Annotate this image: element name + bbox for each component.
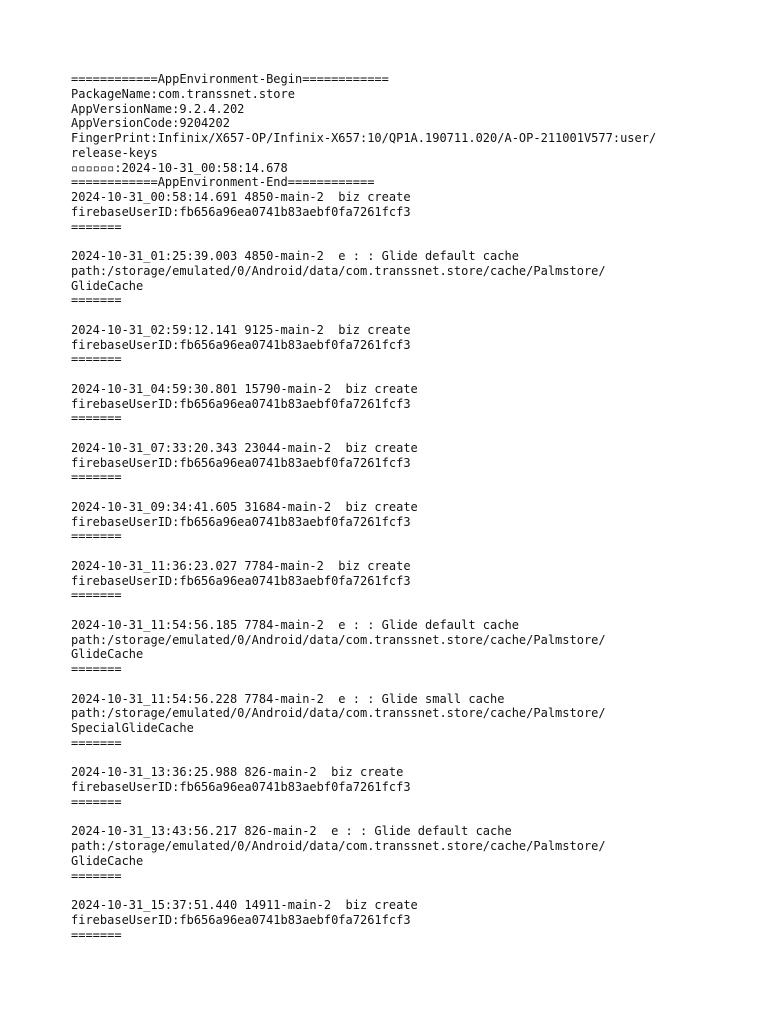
blank-line <box>71 234 751 249</box>
blank-line <box>71 308 751 323</box>
log-entry <box>71 618 751 677</box>
log-entry-separator: ======= <box>71 470 122 485</box>
log-entry-line: 2024-10-31_09:34:41.605 31684-main-2 biz create <box>71 499 418 514</box>
log-entry-separator: ======= <box>71 529 122 544</box>
log-entry-separator: ======= <box>71 868 122 883</box>
blank-line <box>71 751 751 766</box>
log-entry-line: firebaseUserID:fb656a96ea0741b83aebf0fa7261fcf3 <box>71 396 411 411</box>
log-entry <box>71 898 751 942</box>
log-entry-separator: ======= <box>71 293 122 308</box>
app-environment-block <box>71 72 751 190</box>
log-document <box>71 72 751 942</box>
log-entry-line: firebaseUserID:fb656a96ea0741b83aebf0fa7261fcf3 <box>71 337 411 352</box>
log-entry-line: 2024-10-31_15:37:51.440 14911-main-2 biz create <box>71 898 418 912</box>
log-entry-line: GlideCache <box>71 853 144 868</box>
fingerprint-line: FingerPrint:Infinix/X657-OP/Infinix-X657:10/QP1A.190711.020/A-OP-211001V577:user/ <box>71 131 657 145</box>
log-entry-separator: ======= <box>71 219 122 234</box>
blank-line <box>71 544 751 559</box>
environment-begin-marker: ============AppEnvironment-Begin============ <box>71 72 389 86</box>
log-entry-line: 2024-10-31_01:25:39.003 4850-main-2 e : : Glide default cache <box>71 249 519 263</box>
log-entry-line: firebaseUserID:fb656a96ea0741b83aebf0fa7261fcf3 <box>71 514 411 529</box>
log-entry <box>71 190 751 234</box>
environment-end-marker: ============AppEnvironment-End============ <box>71 175 375 190</box>
log-entry-line: SpecialGlideCache <box>71 721 194 735</box>
log-entry-line: GlideCache <box>71 647 144 662</box>
log-entry-line: path:/storage/emulated/0/Android/data/com.transsnet.store/cache/Palmstore/ <box>71 839 606 853</box>
log-entry-line: firebaseUserID:fb656a96ea0741b83aebf0fa7261fcf3 <box>71 912 411 927</box>
log-entry-line: firebaseUserID:fb656a96ea0741b83aebf0fa7261fcf3 <box>71 573 411 588</box>
environment-timestamp-line: ▫▫▫▫▫▫:2024-10-31_00:58:14.678 <box>71 160 288 175</box>
log-entry <box>71 441 751 485</box>
log-entry-line: firebaseUserID:fb656a96ea0741b83aebf0fa7261fcf3 <box>71 455 411 470</box>
log-entry-line: 2024-10-31_11:54:56.185 7784-main-2 e : : Glide default cache <box>71 617 519 632</box>
blank-line <box>71 677 751 692</box>
blank-line <box>71 883 751 898</box>
log-entry <box>71 382 751 426</box>
log-entry <box>71 323 751 367</box>
app-version-name-line: AppVersionName:9.2.4.202 <box>71 101 245 116</box>
log-entry-separator: ======= <box>71 735 122 750</box>
log-entry-separator: ======= <box>71 927 122 942</box>
log-entry-line: 2024-10-31_11:54:56.228 7784-main-2 e : : Glide small cache <box>71 691 505 706</box>
log-entry-line: path:/storage/emulated/0/Android/data/com.transsnet.store/cache/Palmstore/ <box>71 706 606 721</box>
log-entry-line: firebaseUserID:fb656a96ea0741b83aebf0fa7261fcf3 <box>71 780 411 794</box>
blank-line <box>71 810 751 825</box>
blank-line <box>71 603 751 618</box>
log-entry <box>71 249 751 308</box>
log-entry-separator: ======= <box>71 352 122 367</box>
app-version-code-line: AppVersionCode:9204202 <box>71 116 230 131</box>
log-entry <box>71 500 751 544</box>
log-entry-separator: ======= <box>71 794 122 809</box>
log-entry-line: 2024-10-31_02:59:12.141 9125-main-2 biz create <box>71 322 411 337</box>
blank-line <box>71 485 751 500</box>
log-entry <box>71 824 751 883</box>
log-entry-line: 2024-10-31_13:43:56.217 826-main-2 e : : Glide default cache <box>71 824 512 839</box>
log-entry-line: 2024-10-31_11:36:23.027 7784-main-2 biz create <box>71 558 411 573</box>
log-entry-separator: ======= <box>71 662 122 676</box>
log-entry <box>71 559 751 603</box>
log-entry <box>71 765 751 809</box>
log-entry-line: 2024-10-31_04:59:30.801 15790-main-2 biz create <box>71 381 418 396</box>
blank-line <box>71 426 751 441</box>
fingerprint-line-continued: release-keys <box>71 145 158 160</box>
package-name-line: PackageName:com.transsnet.store <box>71 86 295 101</box>
log-entry-line: path:/storage/emulated/0/Android/data/com.transsnet.store/cache/Palmstore/ <box>71 632 606 647</box>
log-entry-line: 2024-10-31_13:36:25.988 826-main-2 biz create <box>71 765 404 780</box>
log-entry-line: 2024-10-31_07:33:20.343 23044-main-2 biz create <box>71 440 418 455</box>
log-entry-line: firebaseUserID:fb656a96ea0741b83aebf0fa7261fcf3 <box>71 204 411 219</box>
log-entry <box>71 692 751 751</box>
log-entry-line: GlideCache <box>71 278 144 293</box>
blank-line <box>71 367 751 382</box>
log-entry-line: path:/storage/emulated/0/Android/data/com.transsnet.store/cache/Palmstore/ <box>71 263 606 278</box>
log-entry-separator: ======= <box>71 588 122 603</box>
log-entry-line: 2024-10-31_00:58:14.691 4850-main-2 biz create <box>71 190 411 204</box>
log-entry-separator: ======= <box>71 411 122 426</box>
